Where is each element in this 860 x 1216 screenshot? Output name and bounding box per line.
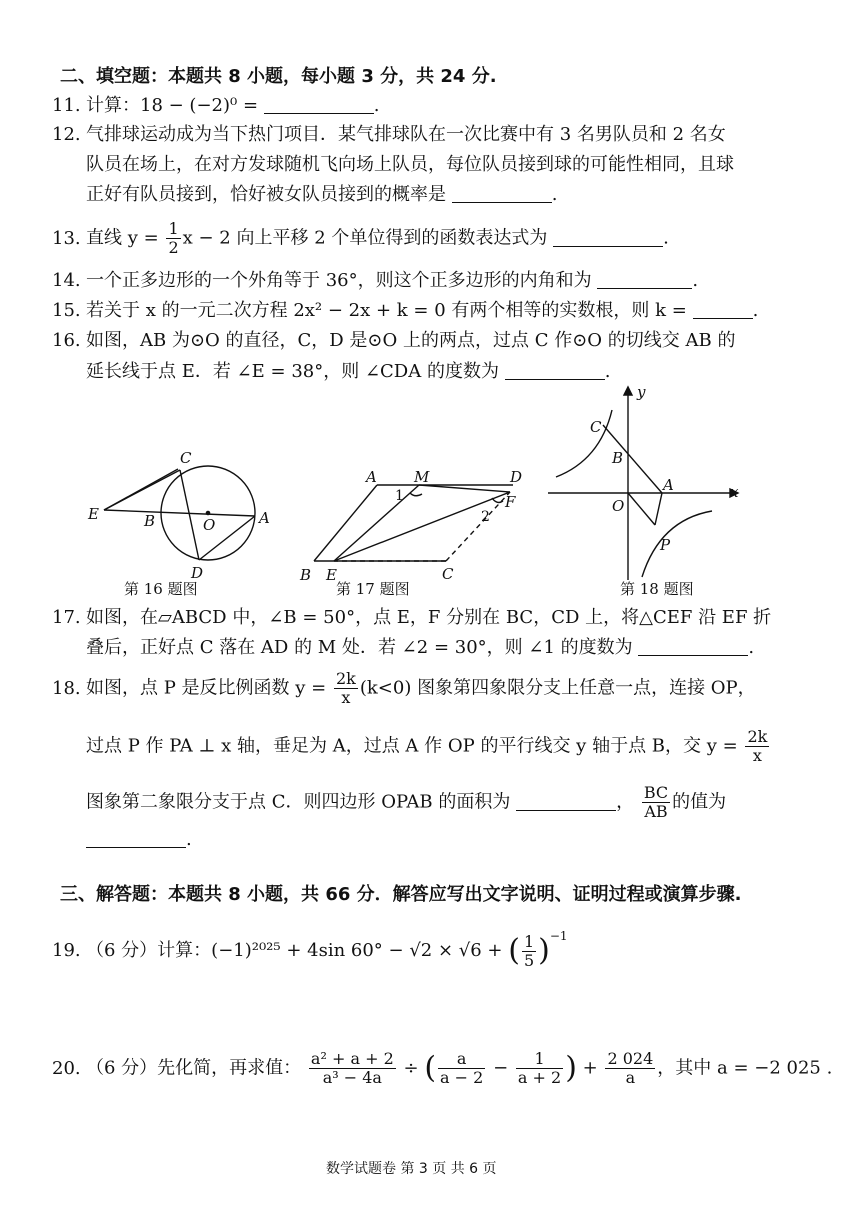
label-b: B: [144, 512, 156, 530]
caption-18: 第 18 题图: [620, 580, 694, 598]
caption-17: 第 17 题图: [336, 580, 410, 598]
right-paren: ): [565, 1050, 577, 1086]
question-number: 15.: [52, 300, 81, 321]
question-number: 11.: [52, 95, 81, 116]
fraction-bc-over-ab: $\frac{BC}{AB}$: [643, 783, 669, 821]
question-number: 16.: [52, 330, 81, 351]
line-em: [334, 485, 419, 561]
question-17-line-2: 叠后，正好点 C 落在 AD 的 M 处．若 ∠2 = 30°，则 ∠1 的度数为 .: [86, 637, 755, 658]
question-20: [52, 1050, 832, 1087]
question-number: 19.: [52, 940, 81, 961]
question-text: 过点 P 作 PA ⊥ x 轴，垂足为 A，过点 A 作 OP 的平行线交 y 轴于点 B，交 y =: [86, 735, 738, 757]
question-text: （6 分）先化简，再求值：: [86, 1057, 302, 1079]
fraction-2k-over-x: $\frac{2k}{x}$: [335, 669, 356, 707]
question-text: 若关于 x 的一元二次方程 2x² − 2x + k = 0 有两个相等的实数根，则 k =: [86, 300, 687, 321]
question-number: 14.: [52, 270, 81, 291]
figure-18: [548, 387, 738, 580]
question-line: 如图，AB 为⊙O 的直径，C，D 是⊙O 上的两点，过点 C 作⊙O 的切线交 AB 的: [86, 330, 736, 351]
caption-16: 第 16 题图: [124, 580, 198, 598]
question-line: 如图，在▱ABCD 中，∠B = 50°，点 E，F 分别在 BC，CD 上，将△CEF 沿 EF 折: [86, 607, 772, 628]
line-ef: [334, 492, 510, 561]
figure-16: [104, 466, 255, 560]
label-b: B: [612, 449, 624, 467]
question-number: 13.: [52, 227, 81, 249]
label-e: E: [326, 566, 337, 584]
label-a: A: [663, 476, 674, 494]
label-x: x: [730, 483, 739, 501]
answer-blank[interactable]: [597, 270, 692, 289]
label-m: M: [414, 468, 430, 486]
answer-blank[interactable]: [638, 637, 748, 656]
question-text: 一个正多边形的一个外角等于 36°，则这个正多边形的内角和为: [86, 270, 592, 291]
label-p: P: [660, 536, 671, 554]
fraction-2k-over-x: $\frac{2k}{x}$: [747, 727, 768, 765]
line-pa: [655, 493, 662, 525]
fraction: $\frac{1}{2}$: [168, 219, 179, 257]
figures-area: [0, 380, 860, 605]
question-15: 15. 若关于 x 的一元二次方程 2x² − 2x + k = 0 有两个相等的实数根，则 k = .: [52, 297, 758, 325]
label-c: C: [442, 565, 454, 583]
question-13: 13. 直线 y = $\frac{1}{2}$ x − 2 向上平移 2 个单位得到的函数表达式为 .: [52, 219, 669, 257]
question-text: 的值为: [672, 791, 727, 813]
label-c: C: [180, 449, 192, 467]
label-1: 1: [395, 488, 404, 504]
question-16: [52, 327, 735, 355]
question-18-line-4: .: [86, 826, 192, 854]
y-arrow: [624, 387, 632, 395]
hyperbola-branch-2: [556, 410, 612, 477]
fraction-2: $\frac{a}{a - 2}$: [440, 1049, 484, 1087]
label-b: B: [300, 566, 312, 584]
question-11: 11. 计算：18 − (−2)⁰ = .: [52, 92, 380, 120]
answer-blank[interactable]: [505, 361, 605, 380]
comma: ，: [616, 791, 635, 813]
question-17: [52, 604, 771, 632]
label-d: D: [510, 468, 523, 486]
figure-18-labels: [590, 383, 739, 554]
line-ea: [104, 510, 255, 516]
label-f: F: [505, 493, 516, 511]
exponent: −1: [549, 929, 568, 943]
question-text: 如图，点 P 是反比例函数 y =: [86, 677, 327, 699]
section-3-heading: 三、解答题：本题共 8 小题，共 66 分．解答应写出文字说明、证明过程或演算步骤.: [60, 884, 742, 905]
fraction-1: $\frac{\text{a² + a + 2}}{\text{a³ − 4a}}$: [310, 1049, 394, 1087]
question-14: 14. 一个正多边形的一个外角等于 36°，则这个正多边形的内角和为 .: [52, 267, 698, 295]
hyperbola-branch-4: [642, 511, 712, 577]
question-text-after: x − 2 向上平移 2 个单位得到的函数表达式为: [182, 227, 548, 249]
question-12-line-2: 队员在场上，在对方发球随机飞向场上队员，每位队员接到球的可能性相同，且球: [86, 154, 734, 175]
question-18: [52, 670, 756, 707]
question-line: 气排球运动成为当下热门项目．某气排球队在一次比赛中有 3 名男队员和 2 名女: [86, 124, 726, 145]
question-number: 17.: [52, 607, 81, 628]
question-16-line-2: 延长线于点 E．若 ∠E = 38°，则 ∠CDA 的度数为 .: [86, 361, 611, 382]
section-2-heading: 二、填空题：本题共 8 小题，每小题 3 分，共 24 分.: [60, 66, 497, 87]
fraction-1-over-5: $\frac{1}{5}$: [523, 931, 535, 970]
line-op: [628, 493, 655, 525]
label-e: E: [88, 505, 99, 523]
answer-blank-ratio[interactable]: [86, 829, 186, 848]
label-o: O: [203, 516, 216, 534]
question-18-line-2: [86, 728, 771, 765]
question-text: ，其中 a = −2 025 .: [657, 1057, 833, 1079]
question-line: 延长线于点 E．若 ∠E = 38°，则 ∠CDA 的度数为: [86, 361, 499, 382]
minus-sign: −: [493, 1057, 509, 1079]
question-line: 叠后，正好点 C 落在 AD 的 M 处．若 ∠2 = 30°，则 ∠1 的度数为: [86, 637, 633, 658]
chord-cd: [180, 470, 199, 560]
answer-blank-area[interactable]: [516, 792, 616, 811]
question-18-line-3: [86, 784, 726, 821]
label-a: A: [366, 468, 377, 486]
line-mf: [419, 485, 510, 492]
question-12-line-3: 正好有队员接到，恰好被女队员接到的概率是 .: [86, 184, 558, 205]
label-2: 2: [481, 509, 490, 525]
angle-1-arc: [410, 493, 422, 496]
label-a: A: [259, 509, 270, 527]
label-d: D: [191, 564, 204, 582]
fraction-3: $\frac{1}{a + 2}$: [517, 1049, 562, 1087]
side-ab: [314, 485, 377, 561]
question-text: 计算：18 − (−2)⁰ =: [86, 95, 259, 116]
center-point: [206, 511, 209, 514]
question-text: （6 分）计算：(−1)²⁰²⁵ + 4sin 60° − √2 × √6 +: [86, 940, 503, 961]
label-o: O: [612, 497, 625, 515]
question-19: [52, 922, 568, 970]
answer-blank[interactable]: [452, 184, 552, 203]
answer-blank[interactable]: [553, 228, 663, 247]
question-12: [52, 121, 726, 149]
right-paren: ): [538, 933, 550, 968]
question-number: 18.: [52, 677, 81, 699]
label-c: C: [590, 418, 602, 436]
plus-sign: +: [582, 1057, 598, 1079]
fraction-4: $\frac{2 024}{a}$: [607, 1049, 654, 1087]
question-text-before: 直线 y =: [86, 227, 159, 249]
question-text: 图象第二象限分支于点 C．则四边形 OPAB 的面积为: [86, 791, 511, 813]
question-number: 20.: [52, 1057, 81, 1079]
left-paren: (: [424, 1050, 437, 1086]
question-line: 正好有队员接到，恰好被女队员接到的概率是: [86, 184, 446, 205]
question-number: 12.: [52, 124, 81, 145]
left-paren: (: [508, 933, 520, 968]
label-y: y: [637, 383, 646, 401]
divide-sign: ÷: [403, 1057, 419, 1079]
answer-blank[interactable]: [264, 95, 374, 114]
page-footer: 数学试题卷 第 3 页 共 6 页: [326, 1161, 497, 1177]
question-text: (k<0) 图象第四象限分支上任意一点，连接 OP，: [359, 677, 756, 699]
answer-blank[interactable]: [693, 300, 753, 319]
